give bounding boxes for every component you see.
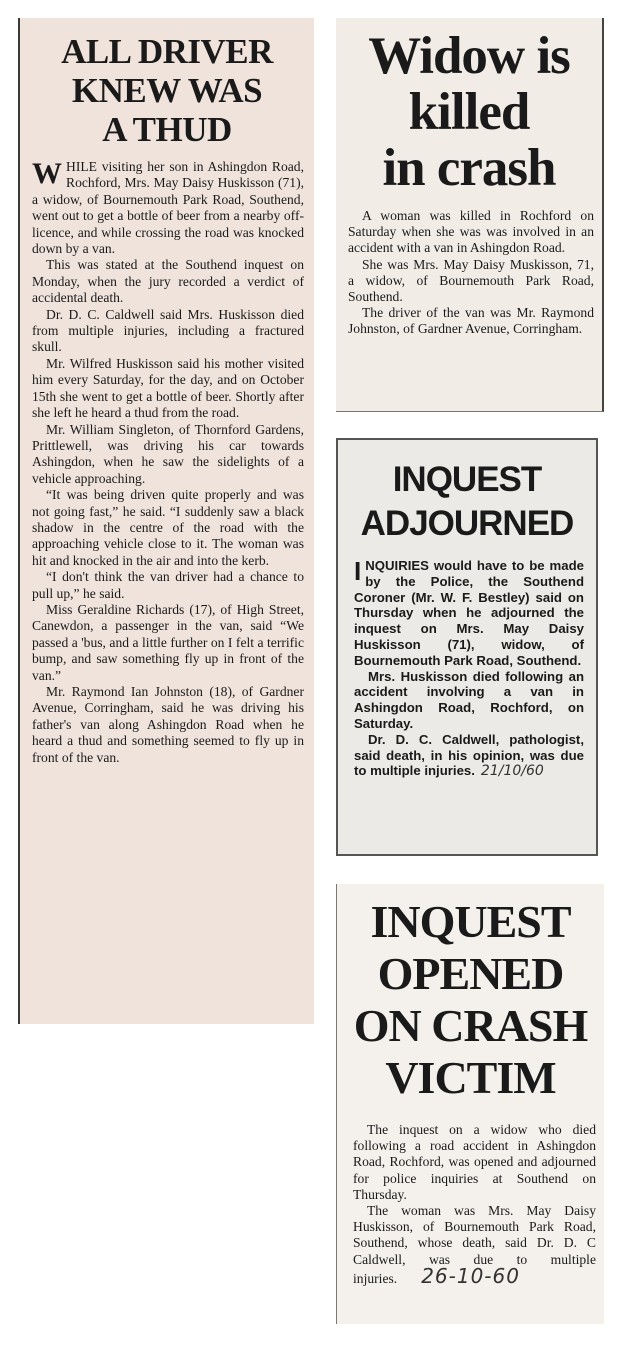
clipping-all-driver-knew-was-a-thud xyxy=(18,18,314,1024)
headline xyxy=(338,440,596,546)
handwritten-date: 21/10/60 xyxy=(480,763,544,780)
headline xyxy=(20,18,314,149)
drop-cap: W xyxy=(32,157,62,190)
paragraph: INQUIRIES would have to be made by the Police, the Southend Coroner (Mr. W. F. Bestley) said on Thursday when he adjourned the inquest on Mrs. May Daisy Huskisson (71), widow, of Bournemouth Park Road, Southend. xyxy=(354,556,584,668)
headline-line: INQUEST xyxy=(370,896,571,947)
paragraph: This was stated at the Southend inquest on Monday, when the jury recorded a verdict of accidental death. xyxy=(32,257,304,306)
headline-line: ON CRASH xyxy=(353,1000,588,1051)
paragraph: Dr. D. C. Caldwell said Mrs. Huskisson died from multiple injuries, including a fractured skull. xyxy=(32,306,304,355)
article-body xyxy=(337,1104,604,1287)
paragraph: Mr. William Singleton, of Thornford Gardens, Prittlewell, was driving his car towards Ashingdon, when he saw the sidelights of a vehicle approaching. xyxy=(32,421,304,486)
headline-line: OPENED xyxy=(377,948,564,999)
headline-line: VICTIM xyxy=(385,1052,556,1103)
headline-line: killed xyxy=(408,83,530,141)
headline-line: Widow is xyxy=(368,27,570,85)
drop-cap: I xyxy=(354,556,362,586)
paragraph: The woman was Mrs. May Daisy Huskisson, of Bournemouth Park Road, Southend, whose death, said Dr. D. C Caldwell, was due to multiple injuries. 26-10-60 xyxy=(353,1203,596,1288)
clipping-widow-is-killed-in-crash xyxy=(336,18,604,412)
clipping-inquest-adjourned xyxy=(336,438,598,856)
paragraph: Mr. Raymond Ian Johnston (18), of Gardner Avenue, Corringham, said he was driving his father's van along Ashingdon Road when he heard a thud and something seemed to fly up in front of the van. xyxy=(32,684,304,765)
headline-line: KNEW WAS xyxy=(71,71,263,110)
paragraph: “It was being driven quite properly and was not going fast,” he said. “I suddenly saw a black shadow in the centre of the road with the approaching vehicle close to it. The woman was hit and knocked in the air and into the kerb. xyxy=(32,487,304,568)
clipping-inquest-opened-on-crash-victim xyxy=(336,884,604,1324)
paragraph: WHILE visiting her son in Ashingdon Road, Rochford, Mrs. May Daisy Huskisson (71), a widow, of Bournemouth Park Road, Southend, went out to get a bottle of beer from a nearby off-licence, and while crossing the road was knocked down by a van. xyxy=(32,157,304,257)
article-body xyxy=(20,149,314,766)
paragraph: The driver of the van was Mr. Raymond Johnston, of Gardner Avenue, Corringham. xyxy=(348,305,594,337)
headline xyxy=(337,884,604,1104)
headline-line: in crash xyxy=(382,139,556,197)
article-body xyxy=(336,196,602,338)
paragraph: A woman was killed in Rochford on Saturday when she was was involved in an accident with a van in Ashingdon Road. xyxy=(348,208,594,256)
headline-line: INQUEST xyxy=(392,460,542,499)
paragraph: Dr. D. C. Caldwell, pathologist, said death, in his opinion, was due to multiple injuries. 21/10/60 xyxy=(354,731,584,780)
paragraph: Mrs. Huskisson died following an accident involving a van in Ashingdon Road, Rochford, on Saturday. xyxy=(354,668,584,731)
headline xyxy=(336,18,602,196)
paragraph: The inquest on a widow who died following a road accident in Ashingdon Road, Rochford, was opened and adjourned for police inquiries at Southend on Thursday. xyxy=(353,1122,596,1202)
article-body xyxy=(338,546,596,780)
paragraph: Mr. Wilfred Huskisson said his mother visited him every Saturday, for the day, and on October 15th she went to get a bottle of beer. Shortly after she left he heard a thud from the road. xyxy=(32,355,304,421)
headline-line: ADJOURNED xyxy=(360,504,574,543)
headline-line: ALL DRIVER xyxy=(61,32,273,71)
paragraph: Miss Geraldine Richards (17), of High Street, Canewdon, a passenger in the van, said “We passed a 'bus, and a little further on I felt a terrific bump, and saw something fly up in front of the van.” xyxy=(32,601,304,683)
handwritten-date: 26-10-60 xyxy=(421,1263,520,1288)
paragraph: “I don't think the van driver had a chance to pull up,” he said. xyxy=(32,569,304,601)
headline-line: A THUD xyxy=(102,110,232,149)
paragraph: She was Mrs. May Daisy Muskisson, 71, a widow, of Bournemouth Park Road, Southend. xyxy=(348,256,594,305)
